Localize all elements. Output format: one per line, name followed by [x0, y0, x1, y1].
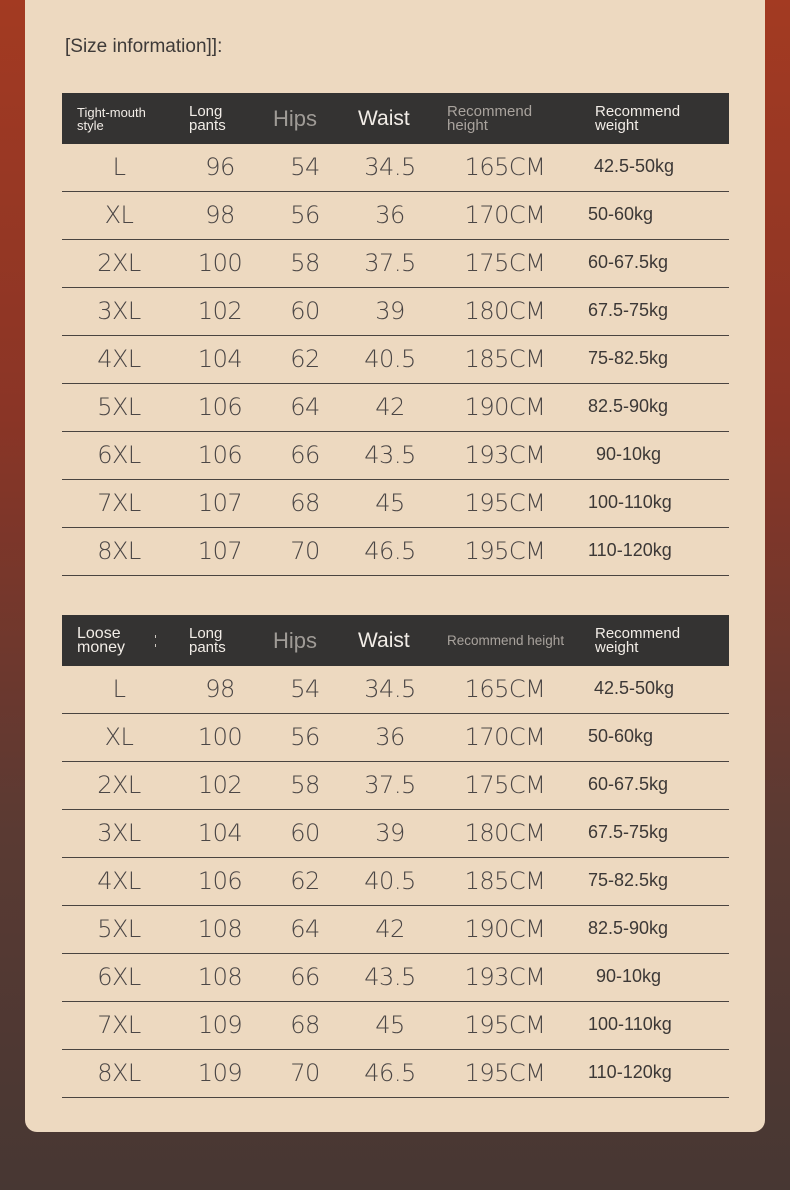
- cell-hips: 64: [290, 915, 320, 943]
- cell-hips: 58: [290, 249, 320, 277]
- cell-weight: 67.5-75kg: [588, 300, 669, 320]
- cell-waist: 45: [375, 489, 405, 517]
- cell-weight: 82.5-90kg: [588, 396, 669, 416]
- cell-height: 175CM: [464, 249, 546, 277]
- header-long-pants: Long pants: [189, 102, 226, 134]
- cell-weight: 110-120kg: [588, 1062, 672, 1082]
- cell-size: 4XL: [97, 867, 141, 895]
- cell-waist: 43.5: [364, 441, 416, 469]
- cell-size: 2XL: [97, 771, 141, 799]
- cell-waist: 37.5: [364, 771, 416, 799]
- header-recommend-height: Recommend height: [447, 102, 533, 134]
- cell-size: 8XL: [97, 1059, 141, 1087]
- cell-waist: 36: [375, 201, 405, 229]
- cell-waist: 37.5: [364, 249, 416, 277]
- table-row: [62, 906, 729, 954]
- cell-waist: 45: [375, 1011, 405, 1039]
- cell-size: 8XL: [97, 537, 141, 565]
- cell-height: 190CM: [464, 393, 546, 421]
- cell-weight: 42.5-50kg: [594, 156, 675, 176]
- cell-weight: 90-10kg: [596, 966, 662, 986]
- cell-hips: 54: [290, 153, 320, 181]
- cell-weight: 60-67.5kg: [588, 252, 669, 272]
- table-row: [62, 1002, 729, 1050]
- cell-long-pants: 104: [197, 819, 243, 847]
- table-row: [62, 144, 729, 192]
- cell-weight: 67.5-75kg: [588, 822, 669, 842]
- cell-size: L: [112, 675, 126, 703]
- cell-weight: 50-60kg: [588, 726, 654, 746]
- size-card: [25, 0, 765, 1132]
- cell-height: 165CM: [464, 153, 546, 181]
- cell-hips: 58: [290, 771, 320, 799]
- cell-height: 180CM: [464, 297, 546, 325]
- table-row: [62, 288, 729, 336]
- cell-waist: 46.5: [364, 1059, 416, 1087]
- cell-hips: 60: [290, 297, 320, 325]
- cell-waist: 40.5: [364, 345, 416, 373]
- cell-long-pants: 108: [197, 963, 243, 991]
- cell-hips: 64: [290, 393, 320, 421]
- cell-weight: 100-110kg: [588, 1014, 672, 1034]
- cell-size: 2XL: [97, 249, 141, 277]
- cell-height: 180CM: [464, 819, 546, 847]
- table-row: [62, 384, 729, 432]
- cell-hips: 56: [290, 723, 320, 751]
- cell-hips: 56: [290, 201, 320, 229]
- table-row: [62, 810, 729, 858]
- cell-weight: 50-60kg: [588, 204, 654, 224]
- cell-weight: 75-82.5kg: [588, 870, 669, 890]
- cell-size: XL: [104, 723, 134, 751]
- cell-waist: 43.5: [364, 963, 416, 991]
- header-recommend-weight: Recommend weight: [595, 102, 681, 134]
- table-row: [62, 714, 729, 762]
- table-row: [62, 480, 729, 528]
- header-style: Loose money: [77, 624, 126, 656]
- table-header: [62, 615, 729, 666]
- cell-long-pants: 109: [197, 1059, 243, 1087]
- cell-long-pants: 102: [197, 297, 243, 325]
- cell-weight: 110-120kg: [588, 540, 672, 560]
- cell-waist: 34.5: [364, 153, 416, 181]
- header-waist: Waist: [358, 628, 410, 652]
- header-long-pants: Long pants: [189, 624, 226, 656]
- table-row: [62, 858, 729, 906]
- cell-long-pants: 100: [197, 723, 243, 751]
- table-body: [62, 144, 729, 576]
- cell-height: 195CM: [464, 1011, 546, 1039]
- cell-size: 3XL: [97, 297, 141, 325]
- cell-long-pants: 96: [205, 153, 235, 181]
- table-row: [62, 528, 729, 576]
- table-header: [62, 93, 729, 144]
- cell-long-pants: 107: [197, 537, 243, 565]
- header-recommend-weight: Recommend weight: [595, 624, 681, 656]
- cell-long-pants: 106: [197, 441, 243, 469]
- cell-long-pants: 104: [197, 345, 243, 373]
- cell-hips: 66: [290, 441, 320, 469]
- table-row: [62, 240, 729, 288]
- cell-long-pants: 106: [197, 393, 243, 421]
- table-row: [62, 666, 729, 714]
- cell-height: 193CM: [464, 963, 546, 991]
- cell-waist: 39: [375, 819, 405, 847]
- cell-hips: 66: [290, 963, 320, 991]
- table-row: [62, 1050, 729, 1098]
- cell-weight: 90-10kg: [596, 444, 662, 464]
- table-row: [62, 192, 729, 240]
- cell-hips: 54: [290, 675, 320, 703]
- cell-hips: 70: [290, 537, 320, 565]
- cell-size: 4XL: [97, 345, 141, 373]
- cell-size: 7XL: [97, 489, 141, 517]
- cell-waist: 42: [375, 393, 405, 421]
- cell-waist: 39: [375, 297, 405, 325]
- cell-size: 3XL: [97, 819, 141, 847]
- cell-long-pants: 109: [197, 1011, 243, 1039]
- cell-long-pants: 102: [197, 771, 243, 799]
- table-row: [62, 432, 729, 480]
- header-hips: Hips: [273, 105, 318, 131]
- cell-size: XL: [104, 201, 134, 229]
- table-row: [62, 336, 729, 384]
- table-row: [62, 762, 729, 810]
- cell-height: 170CM: [464, 723, 546, 751]
- cell-hips: 62: [290, 345, 320, 373]
- cell-size: 5XL: [97, 915, 141, 943]
- header-waist: Waist: [358, 106, 410, 130]
- cell-size: 5XL: [97, 393, 141, 421]
- cell-weight: 75-82.5kg: [588, 348, 669, 368]
- header-style: Tight-mouth style: [77, 104, 146, 133]
- cell-height: 175CM: [464, 771, 546, 799]
- header-hips: Hips: [273, 627, 318, 653]
- cell-long-pants: 108: [197, 915, 243, 943]
- section-title: [Size information]]:: [65, 36, 223, 57]
- cell-weight: 60-67.5kg: [588, 774, 669, 794]
- cell-hips: 62: [290, 867, 320, 895]
- cell-weight: 42.5-50kg: [594, 678, 675, 698]
- size-table-loose: [62, 615, 729, 1098]
- cell-height: 185CM: [464, 345, 546, 373]
- cell-hips: 60: [290, 819, 320, 847]
- table-body: [62, 666, 729, 1098]
- cell-weight: 100-110kg: [588, 492, 672, 512]
- divider-mark: [155, 635, 156, 653]
- cell-height: 165CM: [464, 675, 546, 703]
- cell-height: 195CM: [464, 489, 546, 517]
- cell-weight: 82.5-90kg: [588, 918, 669, 938]
- cell-size: 7XL: [97, 1011, 141, 1039]
- cell-waist: 40.5: [364, 867, 416, 895]
- cell-height: 190CM: [464, 915, 546, 943]
- cell-waist: 42: [375, 915, 405, 943]
- cell-long-pants: 98: [205, 675, 235, 703]
- cell-long-pants: 98: [205, 201, 235, 229]
- table-row: [62, 954, 729, 1002]
- cell-long-pants: 106: [197, 867, 243, 895]
- cell-height: 195CM: [464, 1059, 546, 1087]
- cell-hips: 68: [290, 1011, 320, 1039]
- header-recommend-height: Recommend height: [447, 632, 565, 648]
- cell-size: L: [112, 153, 126, 181]
- cell-hips: 68: [290, 489, 320, 517]
- cell-hips: 70: [290, 1059, 320, 1087]
- cell-long-pants: 100: [197, 249, 243, 277]
- cell-size: 6XL: [97, 441, 141, 469]
- cell-height: 170CM: [464, 201, 546, 229]
- cell-waist: 36: [375, 723, 405, 751]
- cell-height: 193CM: [464, 441, 546, 469]
- cell-long-pants: 107: [197, 489, 243, 517]
- cell-height: 185CM: [464, 867, 546, 895]
- cell-height: 195CM: [464, 537, 546, 565]
- cell-size: 6XL: [97, 963, 141, 991]
- cell-waist: 46.5: [364, 537, 416, 565]
- cell-waist: 34.5: [364, 675, 416, 703]
- size-table-tight: [62, 93, 729, 576]
